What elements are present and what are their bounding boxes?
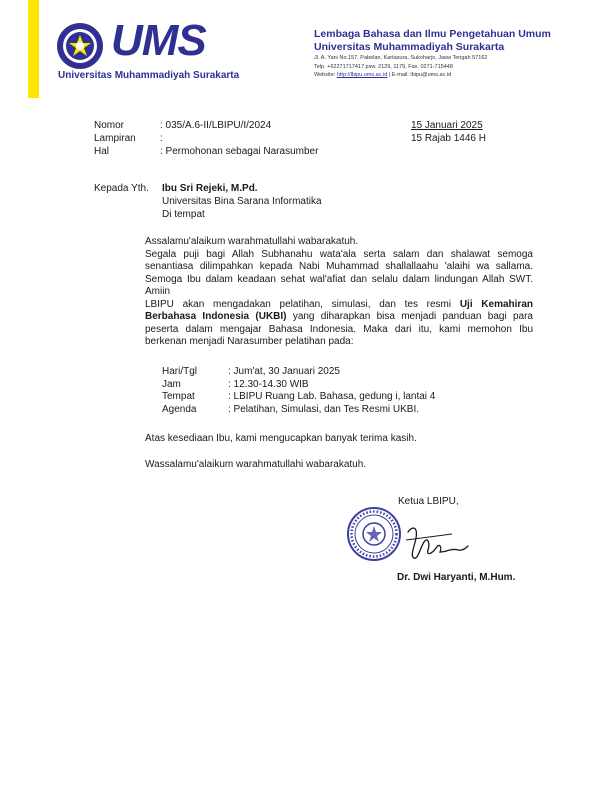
institution-block xyxy=(314,28,551,80)
letter-body xyxy=(145,236,533,349)
time-label: Jam xyxy=(162,378,181,390)
logo-subtitle: Universitas Muhammadiyah Surakarta xyxy=(58,70,240,81)
contact-line xyxy=(314,71,551,80)
greeting: Assalamu'alaikum warahmatullahi wabarakatuh. xyxy=(145,236,359,247)
paragraph-2 xyxy=(145,299,533,349)
accent-bar xyxy=(28,0,39,98)
recipient-place: Di tempat xyxy=(162,209,205,220)
agenda-label: Agenda xyxy=(162,403,197,415)
signer-title: Ketua LBIPU, xyxy=(398,496,459,507)
nomor-label: Nomor xyxy=(94,120,125,131)
ums-seal-icon xyxy=(56,22,104,70)
recipient-institution: Universitas Bina Sarana Informatika xyxy=(162,196,322,207)
place-value: : LBIPU Ruang Lab. Bahasa, gedung i, lantai 4 xyxy=(228,391,436,402)
date-hijri: 15 Rajab 1446 H xyxy=(410,133,486,144)
website-label: Website: xyxy=(314,72,336,78)
kepada-label: Kepada Yth. xyxy=(94,183,149,194)
logo-wordmark: UMS xyxy=(111,16,206,65)
email: | E-mail: lbipu@ums.ac.id xyxy=(388,72,452,78)
letter-meta xyxy=(94,119,318,158)
paragraph-1: Segala puji bagi Allah Subhanahu wata'ala serta salam dan shalawat semoga senantiasa dilimpahkan kepada Nabi Muhammad shallallaahu 'alaihi wa sallama. Semoga Ibu dalam keadaan sehat wal'afiat dan selalu dalam lindungan Allah SWT. Amiin xyxy=(145,248,533,297)
paragraph-2-start: LBIPU akan mengadakan pelatihan, simulasi, dan tes resmi xyxy=(145,298,460,310)
university-name: Universitas Muhammadiyah Surakarta xyxy=(314,41,505,53)
address: Jl. A. Yani No.157, Pabelan, Kartasura, Sukoharjo, Jawa Tengah 57162 xyxy=(314,55,488,61)
institution-name: Lembaga Bahasa dan Ilmu Pengetahuan Umum xyxy=(314,28,551,40)
hal-label: Hal xyxy=(94,146,110,157)
recipient-block xyxy=(162,182,322,221)
closing-thanks: Atas kesediaan Ibu, kami mengucapkan banyak terima kasih. xyxy=(145,433,417,444)
schedule xyxy=(162,366,435,416)
website-link[interactable]: http://lbipu.ums.ac.id xyxy=(336,72,388,78)
date-masehi: 15 Januari 2025 xyxy=(410,120,483,131)
letter-dates xyxy=(411,119,486,145)
closing-salam: Wassalamu'alaikum warahmatullahi wabarakatuh. xyxy=(145,459,367,470)
agenda-value: : Pelatihan, Simulasi, dan Tes Resmi UKBI. xyxy=(228,403,420,415)
handwritten-signature-icon xyxy=(402,518,472,564)
lampiran-label: Lampiran xyxy=(94,133,136,144)
official-stamp-icon xyxy=(346,506,402,562)
signer-name: Dr. Dwi Haryanti, M.Hum. xyxy=(397,572,516,583)
phone: Telp. +62271717417 psw. 2129, 1179, Fax. 0271-715448 xyxy=(314,63,453,70)
place-label: Tempat xyxy=(162,391,195,402)
nomor-value: : 035/A.6-II/LBIPU/I/2024 xyxy=(160,120,272,131)
time-value: : 12.30-14.30 WIB xyxy=(228,378,309,390)
paragraph-2-end: yang diharapkan bisa menjadi panduan bagi para peserta dalam mengajar Bahasa Indonesia. Maka dari itu, kami memohon Ibu berkenan menjadi Narasumber pelatihan pada: xyxy=(145,311,533,347)
ums-logo xyxy=(56,16,246,84)
ukbi-emphasis: Uji Kemahiran Berbahasa Indonesia (UKBI) xyxy=(145,298,533,322)
day-label: Hari/Tgl xyxy=(162,366,198,377)
recipient-name: Ibu Sri Rejeki, M.Pd. xyxy=(162,183,258,194)
day-value: : Jum'at, 30 Januari 2025 xyxy=(228,366,340,377)
lampiran-value: : xyxy=(160,133,163,144)
hal-value: : Permohonan sebagai Narasumber xyxy=(160,146,319,157)
